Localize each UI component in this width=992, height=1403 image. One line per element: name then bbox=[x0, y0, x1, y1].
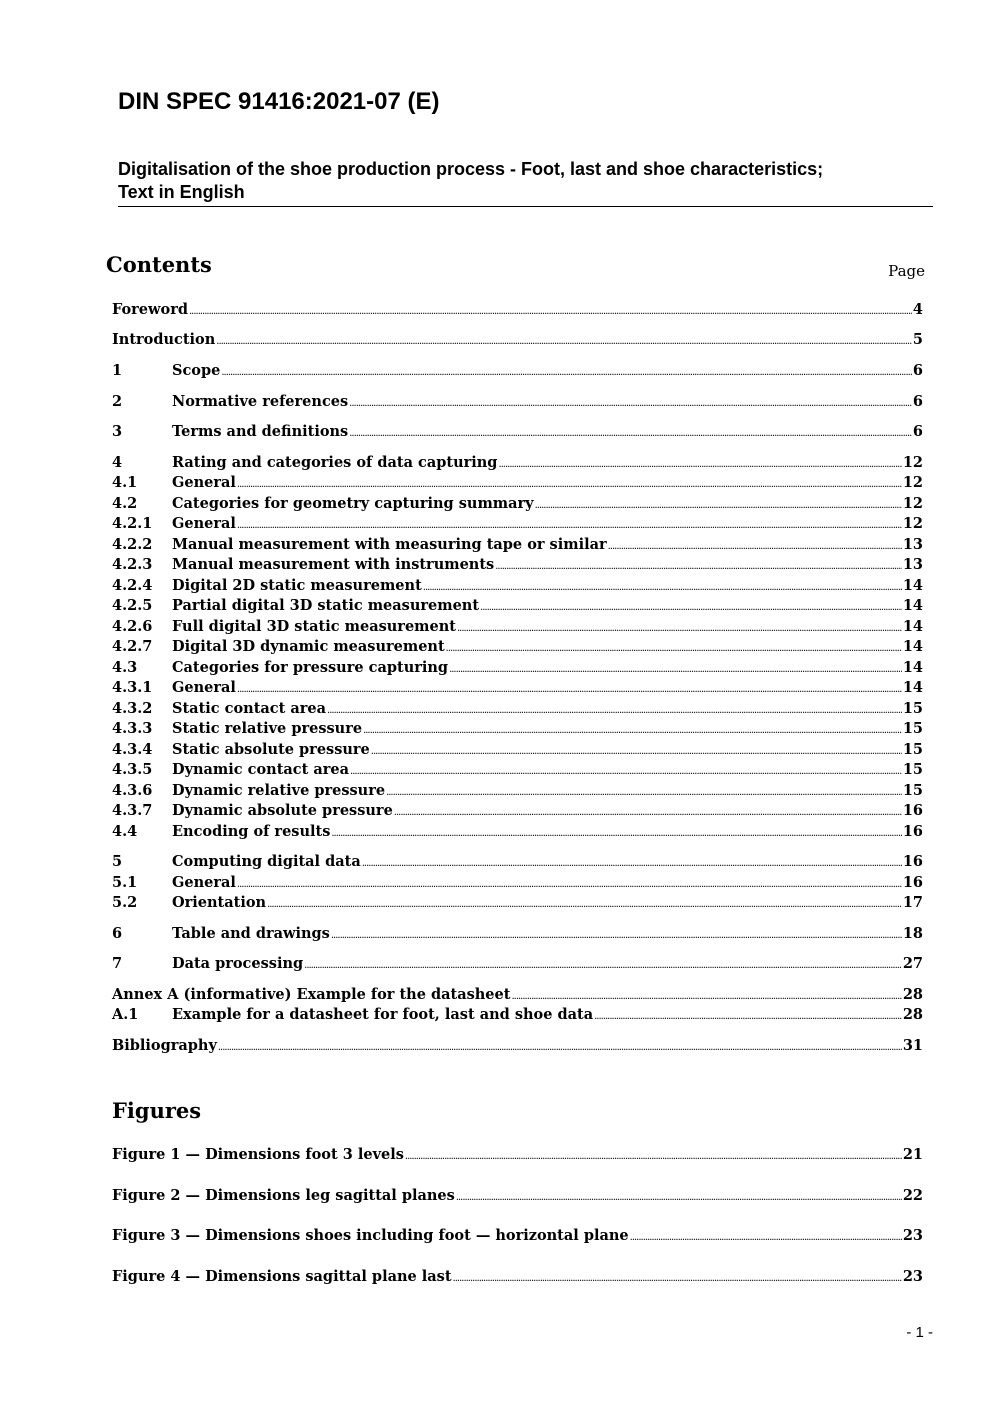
toc-entry-number: 4.2.2 bbox=[112, 536, 153, 553]
toc-entry[interactable] bbox=[112, 637, 923, 657]
toc-entry[interactable] bbox=[112, 658, 923, 678]
toc-entry-page: 31 bbox=[902, 1037, 923, 1054]
toc-entry-title: Normative references bbox=[172, 393, 349, 410]
toc-dot-leader bbox=[511, 985, 901, 1007]
toc-entry-number: 4.2.7 bbox=[112, 638, 153, 655]
toc-entry-page: 28 bbox=[902, 986, 923, 1003]
toc-entry-page: 14 bbox=[902, 618, 923, 635]
toc-entry-page: 17 bbox=[902, 894, 923, 911]
figure-entry[interactable] bbox=[112, 1267, 923, 1287]
toc-entry-title: Rating and categories of data capturing bbox=[172, 454, 498, 471]
toc-entry-title: Computing digital data bbox=[172, 853, 361, 870]
toc-entry-title: Partial digital 3D static measurement bbox=[172, 597, 480, 614]
toc-entry-number: 4.3.4 bbox=[112, 741, 153, 758]
toc-dot-leader bbox=[218, 1036, 902, 1058]
toc-entry[interactable] bbox=[112, 678, 923, 698]
toc-entry-page: 15 bbox=[902, 741, 923, 758]
figure-entry-page: 23 bbox=[902, 1268, 923, 1285]
toc-entry[interactable] bbox=[112, 760, 923, 780]
toc-entry-page: 12 bbox=[902, 454, 923, 471]
toc-entry-page: 18 bbox=[902, 925, 923, 942]
toc-dot-leader bbox=[498, 453, 901, 475]
page-number: - 1 - bbox=[906, 1324, 933, 1341]
toc-entry-page: 13 bbox=[902, 556, 923, 573]
toc-entry[interactable] bbox=[112, 801, 923, 821]
toc-entry-title: Data processing bbox=[172, 955, 304, 972]
toc-entry-page: 15 bbox=[902, 720, 923, 737]
toc-dot-leader bbox=[349, 392, 912, 414]
toc-entry-title: Dynamic absolute pressure bbox=[172, 802, 393, 819]
toc-entry-page: 12 bbox=[902, 495, 923, 512]
toc-entry[interactable] bbox=[112, 453, 923, 473]
toc-entry-page: 15 bbox=[902, 782, 923, 799]
toc-dot-leader bbox=[386, 781, 902, 803]
figure-entry-page: 22 bbox=[902, 1187, 923, 1204]
toc-entry[interactable] bbox=[112, 740, 923, 760]
toc-entry[interactable] bbox=[112, 617, 923, 637]
toc-entry[interactable] bbox=[112, 473, 923, 493]
toc-dot-leader bbox=[457, 617, 902, 639]
toc-entry-number: 4.3.1 bbox=[112, 679, 153, 696]
toc-entry[interactable] bbox=[112, 852, 923, 872]
toc-entry-page: 15 bbox=[902, 761, 923, 778]
subtitle-line-1: Digitalisation of the shoe production process - Foot, last and shoe characteristics; bbox=[118, 159, 824, 179]
toc-entry-title: Static contact area bbox=[172, 700, 327, 717]
toc-dot-leader bbox=[189, 300, 912, 322]
toc-entry[interactable] bbox=[112, 873, 923, 893]
toc-entry-page: 12 bbox=[902, 515, 923, 532]
toc-entry[interactable] bbox=[112, 330, 923, 350]
figure-entry[interactable] bbox=[112, 1226, 923, 1246]
toc-entry[interactable] bbox=[112, 361, 923, 381]
toc-dot-leader bbox=[216, 330, 912, 352]
toc-entry[interactable] bbox=[112, 985, 923, 1005]
toc-entry[interactable] bbox=[112, 576, 923, 596]
toc-entry-title: Example for a datasheet for foot, last and shoe data bbox=[172, 1006, 594, 1023]
toc-entry-page: 14 bbox=[902, 577, 923, 594]
toc-entry-page: 14 bbox=[902, 638, 923, 655]
toc-entry-page: 14 bbox=[902, 597, 923, 614]
toc-entry-title: Foreword bbox=[112, 301, 188, 318]
toc-entry-page: 27 bbox=[902, 955, 923, 972]
toc-entry-number: 6 bbox=[112, 925, 123, 942]
toc-entry-page: 28 bbox=[902, 1006, 923, 1023]
toc-entry-title: Static relative pressure bbox=[172, 720, 363, 737]
toc-dot-leader bbox=[304, 954, 902, 976]
figure-dot-leader bbox=[405, 1145, 902, 1167]
toc-dot-leader bbox=[363, 719, 902, 741]
toc-entry-title: Introduction bbox=[112, 331, 216, 348]
toc-entry-number: 4.3.2 bbox=[112, 700, 153, 717]
toc-entry-title: Categories for pressure capturing bbox=[172, 659, 449, 676]
toc-entry-number: 4.2.3 bbox=[112, 556, 153, 573]
toc-entry-number: 4.2.4 bbox=[112, 577, 153, 594]
toc-entry[interactable] bbox=[112, 422, 923, 442]
toc-entry-title: Digital 2D static measurement bbox=[172, 577, 422, 594]
toc-dot-leader bbox=[480, 596, 902, 618]
toc-dot-leader bbox=[221, 361, 912, 383]
toc-entry-title: Full digital 3D static measurement bbox=[172, 618, 456, 635]
toc-entry[interactable] bbox=[112, 924, 923, 944]
toc-entry-title: Digital 3D dynamic measurement bbox=[172, 638, 445, 655]
toc-entry-number: 4 bbox=[112, 454, 123, 471]
toc-entry-number: 3 bbox=[112, 423, 123, 440]
toc-entry[interactable] bbox=[112, 555, 923, 575]
toc-entry-page: 16 bbox=[902, 874, 923, 891]
toc-entry[interactable] bbox=[112, 719, 923, 739]
toc-entry-title: Categories for geometry capturing summary bbox=[172, 495, 534, 512]
toc-entry[interactable] bbox=[112, 699, 923, 719]
toc-entry-title: General bbox=[172, 679, 236, 696]
toc-entry-page: 4 bbox=[912, 301, 923, 318]
toc-entry-number: 5.2 bbox=[112, 894, 138, 911]
toc-dot-leader bbox=[237, 473, 902, 495]
toc-entry[interactable] bbox=[112, 1005, 923, 1025]
toc-dot-leader bbox=[423, 576, 902, 598]
toc-dot-leader bbox=[495, 555, 902, 577]
toc-entry-number: 1 bbox=[112, 362, 123, 379]
toc-entry-page: 6 bbox=[912, 423, 923, 440]
toc-entry-page: 14 bbox=[902, 659, 923, 676]
toc-entry-number: 4.1 bbox=[112, 474, 138, 491]
figures-heading: Figures bbox=[112, 1098, 202, 1123]
page-column-label: Page bbox=[888, 262, 925, 280]
toc-dot-leader bbox=[449, 658, 902, 680]
toc-entry-page: 5 bbox=[912, 331, 923, 348]
toc-entry-page: 12 bbox=[902, 474, 923, 491]
toc-entry-title: Dynamic contact area bbox=[172, 761, 350, 778]
figure-entry-page: 23 bbox=[902, 1227, 923, 1244]
toc-entry-number: 4.2 bbox=[112, 495, 138, 512]
figure-entry[interactable] bbox=[112, 1145, 923, 1165]
toc-entry-page: 14 bbox=[902, 679, 923, 696]
toc-entry-page: 16 bbox=[902, 853, 923, 870]
toc-dot-leader bbox=[362, 852, 902, 874]
figure-entry-title: Figure 1 — Dimensions foot 3 levels bbox=[112, 1146, 404, 1163]
toc-entry[interactable] bbox=[112, 514, 923, 534]
toc-dot-leader bbox=[594, 1005, 902, 1027]
toc-entry-number: 4.2.1 bbox=[112, 515, 153, 532]
toc-entry-title: Encoding of results bbox=[172, 823, 331, 840]
figure-dot-leader bbox=[456, 1186, 902, 1208]
toc-entry-title: General bbox=[172, 474, 236, 491]
toc-entry-number: 4.3 bbox=[112, 659, 138, 676]
document-title: DIN SPEC 91416:2021-07 (E) bbox=[118, 88, 440, 115]
toc-entry-number: 4.2.6 bbox=[112, 618, 153, 635]
contents-heading: Contents bbox=[106, 252, 212, 277]
toc-dot-leader bbox=[237, 678, 902, 700]
toc-dot-leader bbox=[350, 760, 902, 782]
toc-entry[interactable] bbox=[112, 822, 923, 842]
toc-entry[interactable] bbox=[112, 596, 923, 616]
toc-entry-page: 13 bbox=[902, 536, 923, 553]
toc-entry-title: Manual measurement with measuring tape or similar bbox=[172, 536, 607, 553]
toc-dot-leader bbox=[267, 893, 902, 915]
toc-dot-leader bbox=[446, 637, 902, 659]
toc-entry-title: Dynamic relative pressure bbox=[172, 782, 386, 799]
toc-entry-title: Orientation bbox=[172, 894, 267, 911]
toc-entry-number: 4.3.5 bbox=[112, 761, 153, 778]
toc-entry[interactable] bbox=[112, 893, 923, 913]
toc-entry[interactable] bbox=[112, 392, 923, 412]
toc-dot-leader bbox=[327, 699, 902, 721]
toc-entry[interactable] bbox=[112, 954, 923, 974]
toc-entry-title: Bibliography bbox=[112, 1037, 217, 1054]
figure-entry-title: Figure 4 — Dimensions sagittal plane last bbox=[112, 1268, 452, 1285]
toc-entry-page: 16 bbox=[902, 802, 923, 819]
toc-dot-leader bbox=[371, 740, 902, 762]
toc-entry-title: Terms and definitions bbox=[172, 423, 349, 440]
toc-entry[interactable] bbox=[112, 1036, 923, 1056]
toc-dot-leader bbox=[394, 801, 902, 823]
toc-entry-number: 4.3.3 bbox=[112, 720, 153, 737]
toc-dot-leader bbox=[237, 873, 902, 895]
figure-entry-page: 21 bbox=[902, 1146, 923, 1163]
toc-entry-title: Table and drawings bbox=[172, 925, 330, 942]
figure-entry-title: Figure 2 — Dimensions leg sagittal planes bbox=[112, 1187, 455, 1204]
toc-entry-number: 4.4 bbox=[112, 823, 138, 840]
toc-entry-page: 6 bbox=[912, 362, 923, 379]
figure-entry-title: Figure 3 — Dimensions shoes including foot — horizontal plane bbox=[112, 1227, 629, 1244]
toc-entry-number: 4.3.7 bbox=[112, 802, 153, 819]
figure-entry[interactable] bbox=[112, 1186, 923, 1206]
toc-entry-number: A.1 bbox=[112, 1006, 139, 1023]
figure-dot-leader bbox=[453, 1267, 902, 1289]
toc-entry-number: 4.3.6 bbox=[112, 782, 153, 799]
toc-dot-leader bbox=[535, 494, 902, 516]
toc-dot-leader bbox=[349, 422, 912, 444]
toc-entry[interactable] bbox=[112, 535, 923, 555]
toc-entry-page: 16 bbox=[902, 823, 923, 840]
toc-dot-leader bbox=[331, 924, 902, 946]
toc-dot-leader bbox=[331, 822, 901, 844]
figure-dot-leader bbox=[630, 1226, 902, 1248]
document-subtitle bbox=[118, 158, 933, 207]
toc-entry-title: General bbox=[172, 874, 236, 891]
toc-entry-title: Annex A (informative) Example for the datasheet bbox=[112, 986, 511, 1003]
toc-entry-number: 7 bbox=[112, 955, 123, 972]
toc-entry-page: 6 bbox=[912, 393, 923, 410]
toc-entry-title: General bbox=[172, 515, 236, 532]
toc-entry-number: 4.2.5 bbox=[112, 597, 153, 614]
toc-entry-title: Manual measurement with instruments bbox=[172, 556, 495, 573]
toc-entry-number: 5.1 bbox=[112, 874, 138, 891]
subtitle-line-2: Text in English bbox=[118, 182, 245, 202]
toc-dot-leader bbox=[237, 514, 902, 536]
toc-entry[interactable] bbox=[112, 300, 923, 320]
toc-entry[interactable] bbox=[112, 494, 923, 514]
toc-entry-number: 5 bbox=[112, 853, 123, 870]
toc-entry-number: 2 bbox=[112, 393, 123, 410]
toc-entry-title: Scope bbox=[172, 362, 221, 379]
toc-dot-leader bbox=[608, 535, 902, 557]
toc-entry-page: 15 bbox=[902, 700, 923, 717]
toc-entry[interactable] bbox=[112, 781, 923, 801]
toc-entry-title: Static absolute pressure bbox=[172, 741, 370, 758]
